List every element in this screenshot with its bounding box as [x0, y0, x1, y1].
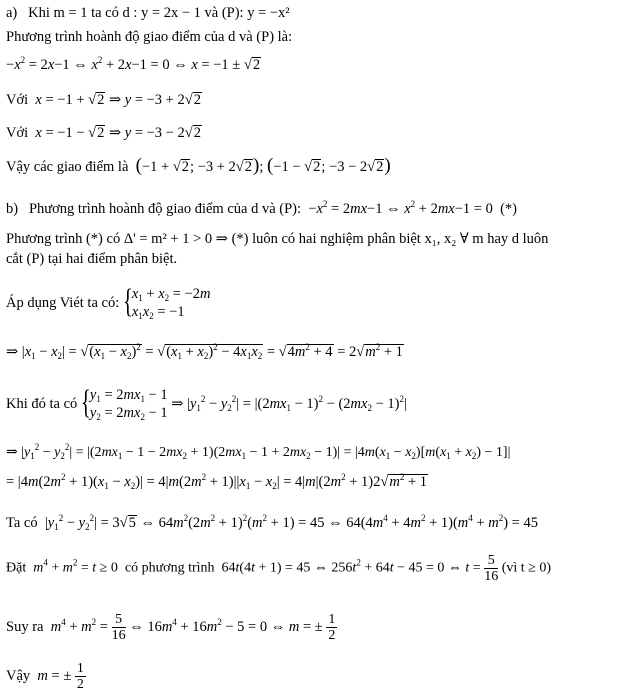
dat-line: Đặt $m^4 + m^2 = t \ge 0$ có phương trình 64t(4t + 1) = 45 ⇔ $256t^2 + 64t - 45 = 0$ ⇔ t = $\frac{5}{16}$ (vì t ≥ 0)	[6, 553, 551, 584]
delta-line-1: Phương trình (*) có Δ' = m² + 1 > 0 ⇒ (*) luôn có hai nghiệm phân biệt x₁, x₂ ∀ m hay d luôn	[6, 231, 549, 247]
conclusion-prefix: Vậy các giao điểm là	[6, 159, 129, 175]
vay-prefix: Vậy	[6, 667, 31, 684]
khi-do-prefix: Khi đó ta có	[6, 396, 78, 412]
abs-difference-line: ⇒ $|x_1 - x_2| = √(x_1 - x_2)^2 = √(x_1 + x_2)^2 - 4x_1x_2 = √4m^2 + 4 = 2√m^2 + 1$	[6, 342, 403, 361]
root-two-line: Với x = −1 − √2 ⇒ y = −3 − 2√2	[6, 125, 201, 141]
expansion-line-2: = $|4m(2m^2 + 1)(x_1 - x_2)| = 4|m(2m^2 + 1)||x_1 - x_2| = 4|m|(2m^2 + 1)2√m^2 + 1$	[6, 472, 428, 491]
part-a-intro: Phương trình hoành độ giao điểm của d và (P) là:	[6, 29, 293, 45]
suy-ra-line: Suy ra $m^4 + m^2$ = $\frac{5}{16}$ ⇔ $16m^4 + 16m^2 - 5 = 0$ ⇔ m = ± $\frac{1}{2}$	[6, 612, 336, 643]
suy-ra-fraction: $\frac{5}{16}$	[111, 612, 126, 643]
intersection-points-line: Vậy các giao điểm là (−1 + √2; −3 + 2√2); (−1 − √2; −3 − 2√2)	[6, 155, 391, 176]
equation-intersection-a: $-x^2 = 2x-1$ ⇔ $x^2 + 2x-1 = 0$ ⇔ x = −1 ± √2	[6, 55, 261, 73]
expansion-line-1: ⇒ $|y_1^2 - y_2^2| = |(2mx_1 - 1 - 2mx_2 + 1)(2mx_1 - 1 + 2mx_2 - 1)| = |4m(x_1 - x_2)[m(x_1 + x_2) - 1]|$	[6, 442, 511, 461]
suy-ra-prefix: Suy ra	[6, 618, 44, 635]
part-a-label: a)	[6, 5, 18, 21]
part-b-header: b) Phương trình hoành độ giao điểm của d và (P): $-x^2 = 2mx-1$ ⇔ $x^2 + 2mx-1 = 0$ (*)	[6, 199, 518, 217]
viet-line	[6, 285, 211, 321]
with-word-1: Với	[6, 92, 29, 108]
ta-co-prefix: Ta có	[6, 515, 38, 531]
delta-line-2: cắt (P) tại hai điểm phân biệt.	[6, 251, 178, 267]
part-b-label: b)	[6, 201, 19, 217]
khi-do-line: Khi đó ta có { $y_1 = 2mx_1 - 1$ $y_2 = 2mx_2 - 1$ ⇒ $|y_1^2 - y_2^2| = |(2mx_1 - 1)^2 - (2mx_2 - 1)^2|$	[6, 384, 407, 422]
part-a-header-text: Khi m = 1 ta có d : y = 2x − 1 và (P): y = −x²	[28, 5, 290, 21]
final-fraction: $\frac{1}{2}$	[76, 661, 84, 692]
viet-prefix: Áp dụng Viét ta có:	[6, 295, 120, 311]
viet-system: { $x_1 + x_2 = -2m$ $x_1x_2 = -1$	[122, 283, 211, 321]
final-answer-line: Vậy m = ± $\frac{1}{2}$	[6, 661, 84, 692]
part-a-header	[6, 4, 290, 22]
dat-middle: có phương trình	[124, 560, 215, 576]
part-b-intro: Phương trình hoành độ giao điểm của d và (P):	[28, 201, 302, 217]
dat-suffix: (vì t ≥ 0)	[501, 560, 551, 576]
t-fraction: $\frac{5}{16}$	[484, 553, 499, 584]
m-fraction: $\frac{1}{2}$	[328, 612, 336, 643]
root-one-line: Với x = −1 + √2 ⇒ y = −3 + 2√2	[6, 92, 201, 108]
y-system: { $y_1 = 2mx_1 - 1$ $y_2 = 2mx_2 - 1$	[80, 384, 168, 422]
dat-prefix: Đặt	[6, 560, 27, 576]
ta-co-line: Ta có $|y_1^2 - y_2^2| = 3√5$ ⇔ $64m^2(2m^2 + 1)^2(m^2 + 1) = 45$ ⇔ $64(4m^4 + 4m^2 + 1)(m^4 + m^2) = 45$	[6, 513, 538, 532]
with-word-2: Với	[6, 125, 29, 141]
